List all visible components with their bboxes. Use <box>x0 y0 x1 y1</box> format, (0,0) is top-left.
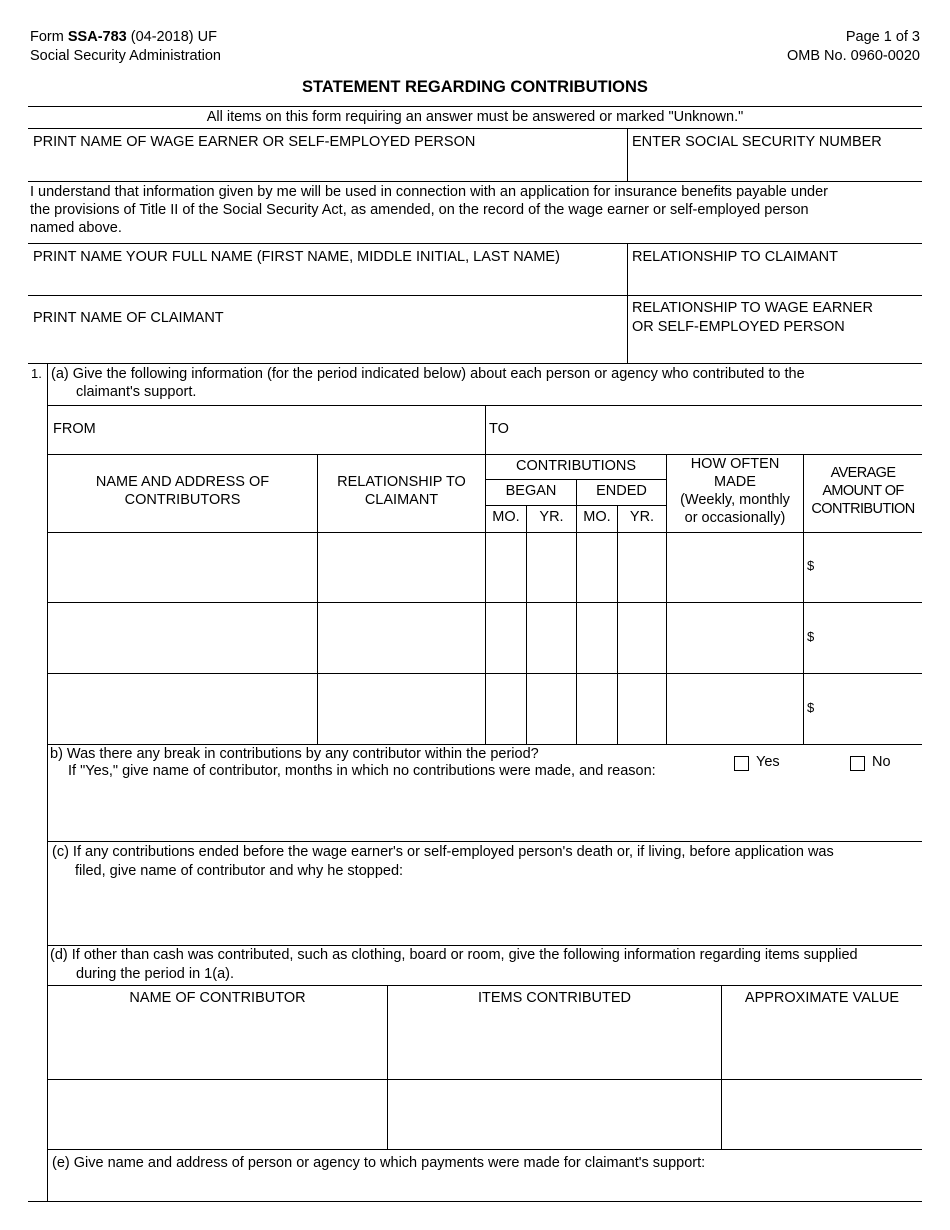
to-date-field[interactable] <box>486 406 922 454</box>
how-often-header-4: or occasionally) <box>684 510 786 526</box>
your-name-label: PRINT NAME YOUR FULL NAME (FIRST NAME, MIDDLE INITIAL, LAST NAME) <box>33 249 560 265</box>
q1d-line-1: (d) If other than cash was contributed, such as clothing, board or room, give the following information regarding items supplied <box>50 947 858 963</box>
ended-year-header: YR. <box>629 509 655 525</box>
average-amount-cell[interactable] <box>804 674 922 744</box>
d-value-cell[interactable] <box>722 1080 922 1149</box>
col-name-header-2: CONTRIBUTORS <box>124 492 241 508</box>
to-label: TO <box>489 421 509 437</box>
avg-amount-header-3: CONTRIBUTION <box>811 501 915 517</box>
contributor-name-cell[interactable] <box>48 603 317 673</box>
how-often-cell[interactable] <box>667 674 803 744</box>
ssn-label: ENTER SOCIAL SECURITY NUMBER <box>632 134 882 150</box>
began-month-header: MO. <box>492 509 520 525</box>
d-col-items-header: ITEMS CONTRIBUTED <box>477 990 632 1006</box>
ended-month-cell[interactable] <box>577 603 617 673</box>
ended-month-header: MO. <box>583 509 611 525</box>
average-amount-cell[interactable] <box>804 533 922 602</box>
yes-checkbox[interactable] <box>734 756 749 771</box>
d-col-name-header: NAME OF CONTRIBUTOR <box>129 990 306 1006</box>
statement-line-3: named above. <box>30 220 122 236</box>
agency-name: Social Security Administration <box>30 48 221 64</box>
contributor-name-cell[interactable] <box>48 533 317 602</box>
ended-year-cell[interactable] <box>618 533 666 602</box>
dollar-sign: $ <box>807 700 815 715</box>
q1d-line-2: during the period in 1(a). <box>76 966 234 982</box>
began-header: BEGAN <box>505 483 557 499</box>
no-label: No <box>872 754 891 770</box>
col-name-header-1: NAME AND ADDRESS OF <box>95 474 270 490</box>
average-amount-cell[interactable] <box>804 603 922 673</box>
dollar-sign: $ <box>807 558 815 573</box>
how-often-header-2: MADE <box>714 474 756 490</box>
d-col-value-header: APPROXIMATE VALUE <box>744 990 900 1006</box>
relationship-cell[interactable] <box>318 533 485 602</box>
divider <box>28 1201 922 1202</box>
how-often-header-3: (Weekly, monthly <box>680 492 790 508</box>
divider <box>47 841 922 842</box>
omb-number: OMB No. 0960-0020 <box>787 48 920 64</box>
statement-line-1: I understand that information given by me will be used in connection with an application for insurance benefits payable under <box>30 184 828 200</box>
divider <box>47 1149 922 1150</box>
divider <box>485 479 666 480</box>
relationship-wage-earner-label-1: RELATIONSHIP TO WAGE EARNER <box>632 300 873 316</box>
began-year-cell[interactable] <box>527 533 576 602</box>
divider <box>627 243 628 363</box>
wage-earner-name-label: PRINT NAME OF WAGE EARNER OR SELF-EMPLOYED PERSON <box>33 134 476 150</box>
d-contributor-name-cell[interactable] <box>48 1080 387 1149</box>
how-often-cell[interactable] <box>667 533 803 602</box>
dollar-sign: $ <box>807 629 815 644</box>
ended-header: ENDED <box>596 483 647 499</box>
claimant-name-field[interactable] <box>28 296 627 363</box>
avg-amount-header-2: AMOUNT OF <box>822 483 904 499</box>
q1a-line-1: (a) Give the following information (for the period indicated below) about each person or agency who contributed to the <box>51 366 805 382</box>
how-often-header-1: HOW OFTEN <box>690 456 780 472</box>
d-contributor-name-cell[interactable] <box>48 1008 387 1079</box>
q1c-answer-field[interactable] <box>48 882 922 945</box>
contributions-header: CONTRIBUTIONS <box>515 458 637 474</box>
q1e-answer-field[interactable] <box>48 1174 922 1201</box>
divider <box>28 363 922 364</box>
page-title: STATEMENT REGARDING CONTRIBUTIONS <box>302 78 648 96</box>
relationship-claimant-label: RELATIONSHIP TO CLAIMANT <box>632 249 839 265</box>
q1e-line-1: (e) Give name and address of person or agency to which payments were made for claimant's support: <box>52 1155 706 1171</box>
began-year-header: YR. <box>539 509 564 525</box>
q1c-line-2: filed, give name of contributor and why he stopped: <box>75 863 404 879</box>
avg-amount-header-1: AVERAGE <box>830 465 896 481</box>
question-1-number: 1. <box>31 366 42 381</box>
ended-year-cell[interactable] <box>618 603 666 673</box>
instruction-text: All items on this form requiring an answer must be answered or marked "Unknown." <box>206 109 744 125</box>
q1a-line-2: claimant's support. <box>76 384 197 400</box>
q1b-line-2: If "Yes," give name of contributor, months in which no contributions were made, and reason: <box>68 763 656 779</box>
q1c-line-1: (c) If any contributions ended before the wage earner's or self-employed person's death or, if living, before application was <box>52 844 834 860</box>
no-checkbox[interactable] <box>850 756 865 771</box>
form-revision: (04-2018) UF <box>130 29 217 45</box>
ended-month-cell[interactable] <box>577 674 617 744</box>
began-year-cell[interactable] <box>527 674 576 744</box>
divider <box>47 985 922 986</box>
col-relationship-header-2: CLAIMANT <box>364 492 439 508</box>
divider <box>627 128 628 181</box>
d-value-cell[interactable] <box>722 1008 922 1079</box>
relationship-cell[interactable] <box>318 674 485 744</box>
statement-line-2: the provisions of Title II of the Social Security Act, as amended, on the record of the wage earner or self-employed person <box>30 202 809 218</box>
began-month-cell[interactable] <box>486 533 526 602</box>
divider <box>28 106 922 107</box>
divider <box>485 505 666 506</box>
yes-label: Yes <box>756 754 780 770</box>
began-year-cell[interactable] <box>527 603 576 673</box>
col-relationship-header-1: RELATIONSHIP TO <box>337 474 466 490</box>
d-items-cell[interactable] <box>388 1080 721 1149</box>
page-number: Page 1 of 3 <box>845 29 920 45</box>
relationship-cell[interactable] <box>318 603 485 673</box>
from-date-field[interactable] <box>48 406 485 454</box>
contributor-name-cell[interactable] <box>48 674 317 744</box>
began-month-cell[interactable] <box>486 603 526 673</box>
form-id <box>30 28 217 46</box>
q1b-answer-field[interactable] <box>48 782 922 841</box>
ended-month-cell[interactable] <box>577 533 617 602</box>
q1b-line-1: b) Was there any break in contributions by any contributor within the period? <box>50 746 539 762</box>
form-prefix: Form <box>30 29 64 45</box>
divider <box>28 181 922 182</box>
form-number: SSA-783 <box>67 29 127 45</box>
from-label: FROM <box>53 421 96 437</box>
how-often-cell[interactable] <box>667 603 803 673</box>
d-items-cell[interactable] <box>388 1008 721 1079</box>
ended-year-cell[interactable] <box>618 674 666 744</box>
claimant-name-label: PRINT NAME OF CLAIMANT <box>33 310 224 326</box>
relationship-wage-earner-label-2: OR SELF-EMPLOYED PERSON <box>632 319 845 335</box>
began-month-cell[interactable] <box>486 674 526 744</box>
